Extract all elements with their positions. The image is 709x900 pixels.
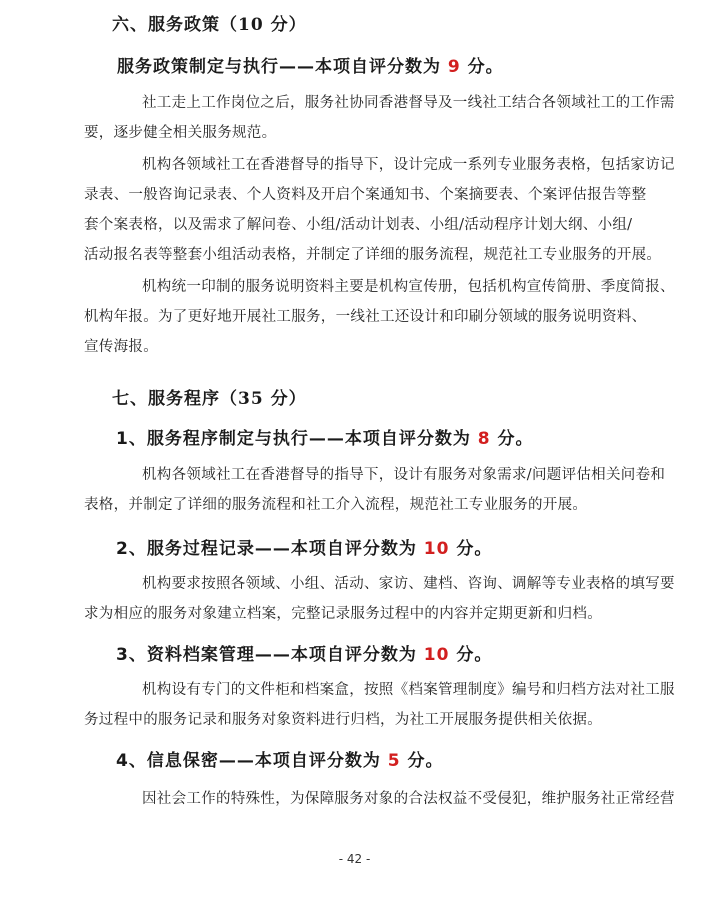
text-line: 要，逐步健全相关服务规范。	[84, 125, 277, 141]
text-line: 求为相应的服务对象建立档案，完整记录服务过程中的内容并定期更新和归档。	[84, 606, 602, 622]
text-line: 机构各领域社工在香港督导的指导下，设计有服务对象需求/问题评估相关问卷和	[142, 467, 666, 483]
score-value: 10	[423, 539, 450, 559]
text-line: 机构年报。为了更好地开展社工服务，一线社工还设计和印刷分领域的服务说明资料、	[84, 309, 647, 325]
paragraph	[84, 675, 675, 735]
text-line: 录表、一般咨询记录表、个人资料及开启个案通知书、个案摘要表、个案评估报告等整	[84, 187, 647, 203]
heading-suffix: 分。	[490, 429, 534, 449]
text-line: 因社会工作的特殊性，为保障服务对象的合法权益不受侵犯，维护服务社正常经营	[142, 791, 675, 807]
item-1-heading	[116, 424, 534, 449]
text-line: 机构设有专门的文件柜和档案盒，按照《档案管理制度》编号和归档方法对社工服	[142, 682, 675, 698]
score-value: 5	[387, 751, 401, 771]
section-6-subheading	[117, 52, 504, 77]
paragraph	[84, 460, 666, 520]
text-line: 活动报名表等整套小组活动表格，并制定了详细的服务流程，规范社工专业服务的开展。	[84, 247, 662, 263]
heading-prefix: 2、服务过程记录——本项自评分数为	[116, 539, 424, 559]
heading-suffix: 分。	[400, 751, 444, 771]
paragraph	[84, 569, 675, 629]
text-line: 机构各领域社工在香港督导的指导下，设计完成一系列专业服务表格，包括家访记	[142, 157, 675, 173]
text-line: 机构要求按照各领域、小组、活动、家访、建档、咨询、调解等专业表格的填写要	[142, 576, 675, 592]
section-6-heading: 六、服务政策（10 分）	[112, 15, 307, 35]
heading-suffix: 分。	[449, 539, 493, 559]
item-3-heading	[116, 640, 492, 665]
item-4-heading	[116, 746, 444, 771]
score-value: 8	[477, 429, 491, 449]
heading-prefix: 4、信息保密——本项自评分数为	[116, 751, 388, 771]
heading-suffix: 分。	[449, 645, 493, 665]
text-line: 宣传海报。	[84, 339, 158, 355]
heading-prefix: 1、服务程序制定与执行——本项自评分数为	[116, 429, 478, 449]
subheading-suffix: 分。	[460, 57, 504, 77]
score-value: 10	[423, 645, 450, 665]
paragraph	[84, 272, 675, 362]
paragraph	[84, 784, 675, 814]
text-line: 表格，并制定了详细的服务流程和社工介入流程，规范社工专业服务的开展。	[84, 497, 588, 513]
score-value: 9	[447, 57, 461, 77]
text-line: 套个案表格，以及需求了解问卷、小组/活动计划表、小组/活动程序计划大纲、小组/	[84, 217, 633, 233]
section-7-heading: 七、服务程序（35 分）	[112, 389, 307, 409]
heading-prefix: 3、资料档案管理——本项自评分数为	[116, 645, 424, 665]
page-number: - 42 -	[338, 852, 371, 866]
paragraph	[84, 150, 675, 270]
subheading-prefix: 服务政策制定与执行——本项自评分数为	[117, 57, 448, 77]
text-line: 务过程中的服务记录和服务对象资料进行归档，为社工开展服务提供相关依据。	[84, 712, 602, 728]
item-2-heading	[116, 534, 492, 559]
text-line: 社工走上工作岗位之后，服务社协同香港督导及一线社工结合各领域社工的工作需	[142, 95, 675, 111]
text-line: 机构统一印制的服务说明资料主要是机构宣传册，包括机构宣传简册、季度简报、	[142, 279, 675, 295]
paragraph	[84, 88, 675, 148]
